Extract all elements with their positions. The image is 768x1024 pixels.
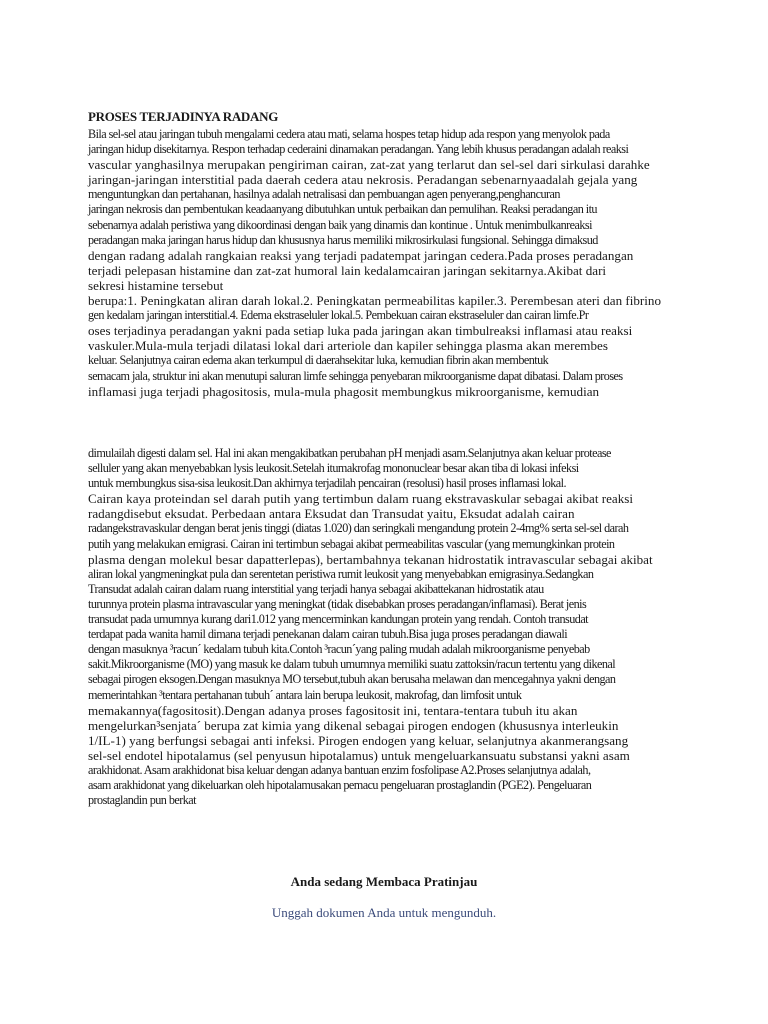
text-line: memerintahkan ³tentara pertahanan tubuh´ antara lain berupa leukosit, makrofag, dan limfosit untuk [88, 687, 522, 702]
text-line: untuk membungkus sisa-sisa leukosit.Dan akhirnya terjadilah pencairan (resolusi) hasil proses inflamasi lokal. [88, 476, 566, 491]
text-line: asam arakhidonat yang dikeluarkan oleh hipotalamusakan pemacu pengeluaran prostaglandin (PGE2). Pengeluaran [88, 778, 592, 793]
text-line: semacam jala, struktur ini akan menutupi saluran limfe sehingga penyebaran mikroorganisme dapat dibatasi. Dalam proses [88, 368, 623, 383]
text-line: oses terjadinya peradangan yakni pada setiap luka pada jaringan akan timbulreaksi inflamasi atau reaksi [88, 323, 633, 339]
text-line: Cairan kaya proteindan sel darah putih yang tertimbun dalam ruang ekstravaskular sebagai akibat reaksi [88, 491, 634, 507]
text-line: sekresi histamine tersebut [88, 277, 224, 293]
text-line: terdapat pada wanita hamil dimana terjadi penekanan dalam cairan tubuh.Bisa juga proses peradangan diawali [88, 627, 568, 642]
text-line: jaringan hidup disekitarnya. Respon terhadap cederaini dinamakan peradangan. Yang lebih khusus peradangan adalah reaksi [88, 142, 629, 157]
text-line: selluler yang akan menyebabkan lysis leukosit.Setelah itumakrofag mononuclear besar akan tiba di lokasi infeksi [88, 461, 579, 476]
text-line: vaskuler.Mula-mula terjadi dilatasi lokal dari arteriole dan kapiler sehingga plasma akan merembes [88, 338, 608, 354]
text-line: Transudat adalah cairan dalam ruang interstitial yang terjadi hanya sebagai akibattekanan hidrostatik atau [88, 581, 544, 596]
text-line: Bila sel-sel atau jaringan tubuh mengalami cedera atau mati, selama hospes tetap hidup ada respon yang menyolok pada [88, 127, 610, 141]
text-line: dengan masuknya ³racun´ kedalam tubuh kita.Contoh ³racun´yang paling mudah adalah mikroorganisme penyebab [88, 642, 590, 657]
text-line: dimulailah digesti dalam sel. Hal ini akan mengakibatkan perubahan pH menjadi asam.Selanjutnya akan keluar protease [88, 446, 611, 460]
text-line: putih yang melakukan emigrasi. Cairan ini tertimbun sebagai akibat permeabilitas vascular (yang memungkinkan protein [88, 536, 615, 551]
text-line: keluar. Selanjutnya cairan edema akan terkumpul di daerahsekitar luka, kemudian fibrin akan membentuk [88, 353, 549, 368]
paragraph-block-1 [88, 127, 676, 399]
text-line: terjadi pelepasan histamine dan zat-zat humoral lain kedalamcairan jaringan sekitarnya.Akibat dari [88, 262, 607, 278]
text-line: mengelurkan³senjata´ berupa zat kimia yang dikenal sebagai pirogen endogen (khususnya interleukin [88, 717, 619, 733]
text-line: 1/IL-1) yang berfungsi sebagai anti infeksi. Pirogen endogen yang keluar, selanjutnya akanmerangsang [88, 732, 629, 748]
text-line: aliran lokal yangmeningkat pula dan serentetan peristiwa rumit leukosit yang menyebabkan emigrasinya.Sedangkan [88, 566, 594, 581]
text-line: jaringan nekrosis dan pembentukan keadaanyang dibutuhkan untuk perbaikan dan pemulihan. Reaksi peradangan itu [88, 202, 597, 217]
text-line: berupa:1. Peningkatan aliran darah lokal.2. Peningkatan permeabilitas kapiler.3. Perembesan ateri dan fibrino [88, 293, 662, 309]
text-line: sebagai pirogen eksogen.Dengan masuknya MO tersebut,tubuh akan berusaha melawan dan mencegahnya yakni dengan [88, 672, 616, 687]
text-line: plasma dengan molekul besar dapatterlepas), bertambahnya tekanan hidrostatik intravascular sebagai akibat [88, 551, 653, 567]
text-line: radangekstravaskular dengan berat jenis tinggi (diatas 1.020) dan seringkali mengandung protein 2-4mg% serta sel-sel darah [88, 521, 629, 536]
text-line: inflamasi juga terjadi phagositosis, mula-mula phagosit membungkus mikroorganisme, kemudian [88, 383, 600, 399]
text-line: sebenarnya adalah peristiwa yang dikoordinasi dengan baik yang dinamis dan kontinue . Untuk menimbulkanreaksi [88, 217, 592, 232]
text-line: peradangan maka jaringan harus hidup dan khususnya harus memiliki mikrosirkulasi fungsional. Sehingga dimaksud [88, 232, 598, 247]
text-line: jaringan-jaringan interstitial pada daerah cedera atau nekrosis. Peradangan sebenarnyaadalah gejala yang [88, 172, 638, 188]
text-line: vascular yanghasilnya merupakan pengiriman cairan, zat-zat yang terlarut dan sel-sel dari sirkulasi darahke [88, 157, 650, 173]
text-line: gen kedalam jaringan interstitial.4. Edema ekstraseluler lokal.5. Pembekuan cairan ekstraseluler dan cairan limfe.Pr [88, 308, 589, 323]
paragraph-block-2 [88, 446, 676, 808]
text-line: radangdisebut eksudat. Perbedaan antara Eksudat dan Transudat yaitu, Eksudat adalah cairan [88, 506, 575, 522]
text-line: arakhidonat. Asam arakhidonat bisa keluar dengan adanya bantuan enzim fosfolipase A2.Proses selanjutnya adalah, [88, 762, 591, 777]
preview-notice-title: Anda sedang Membaca Pratinjau [290, 874, 478, 889]
text-line: transudat pada umumnya kurang dari1.012 yang mencerminkan kandungan protein yang rendah. Contoh transudat [88, 612, 589, 627]
text-line: sel-sel endotel hipotalamus (sel penyusun hipotalamus) untuk mengeluarkansuatu substansi yakni asam [88, 747, 630, 763]
text-line: memakannya(fagositosit).Dengan adanya proses fagositosit ini, tentara-tentara tubuh itu akan [88, 702, 578, 718]
text-line: menguntungkan dan pertahanan, hasilnya adalah netralisasi dan pembuangan agen penyerang,penghancuran [88, 187, 560, 202]
text-line: sakit.Mikroorganisme (MO) yang masuk ke dalam tubuh umumnya memiliki suatu zattoksin/racun tertentu yang dikenal [88, 657, 616, 672]
text-line: prostaglandin pun berkat [88, 793, 196, 808]
text-line: turunnya protein plasma intravascular yang meningkat (tidak disebabkan proses peradangan/inflamasi). Berat jenis [88, 596, 587, 611]
text-line: dengan radang adalah rangkaian reaksi yang terjadi padatempat jaringan cedera.Pada proses peradangan [88, 247, 634, 263]
preview-notice-subtitle[interactable]: Unggah dokumen Anda untuk mengunduh. [271, 905, 497, 920]
document-title: PROSES TERJADINYA RADANG [88, 109, 279, 124]
